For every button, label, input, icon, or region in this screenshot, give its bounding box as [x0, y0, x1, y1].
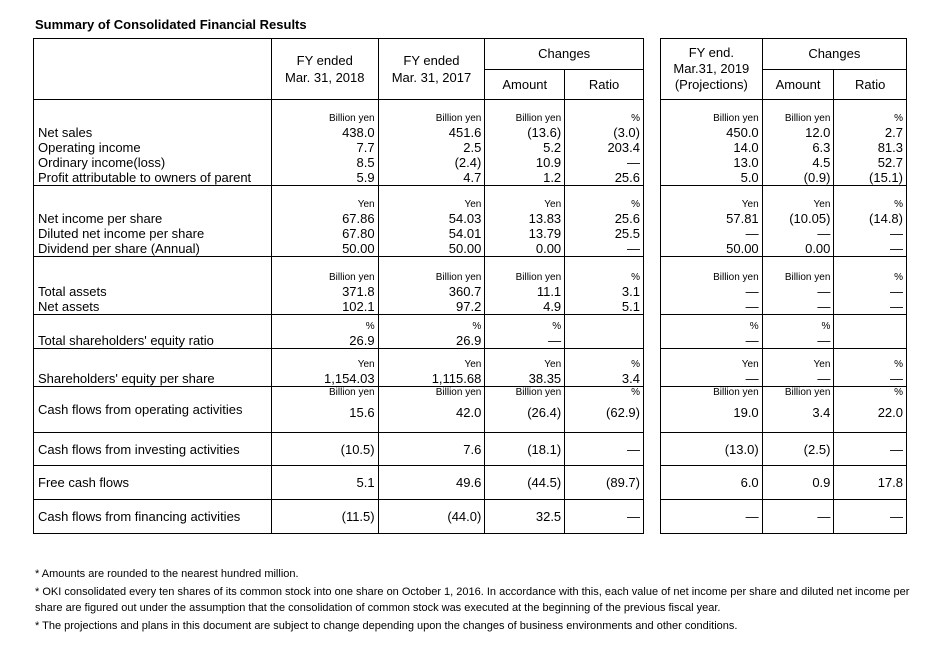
unit-label: Yen	[741, 199, 759, 210]
unit-label: %	[365, 321, 375, 332]
value: (10.5)	[340, 441, 375, 457]
row-label: Profit attributable to owners of parent	[38, 170, 252, 185]
unit-label: Yen	[464, 199, 482, 210]
value: 5.0	[740, 170, 759, 185]
row-label: Net assets	[38, 299, 100, 314]
unit-label: %	[472, 321, 482, 332]
section-row	[34, 257, 644, 315]
row-labels	[34, 100, 272, 186]
value: 26.9	[349, 333, 375, 348]
period-line: Mar.31, 2019	[673, 61, 750, 76]
value-cell	[271, 466, 378, 500]
projection-cell	[661, 500, 763, 534]
value: 67.80	[342, 226, 375, 241]
unit-label: %	[894, 113, 903, 124]
value-cell	[378, 500, 485, 534]
value: 54.01	[448, 226, 482, 241]
value: —	[890, 299, 903, 314]
value: 81.3	[877, 140, 903, 155]
unit-label: Yen	[544, 199, 562, 210]
value: 25.6	[614, 170, 640, 185]
projection-cell	[834, 387, 907, 433]
value-cell	[485, 186, 565, 257]
value-cell	[565, 257, 644, 315]
value-cell	[565, 100, 644, 186]
header-row	[661, 39, 907, 70]
row-label: Total assets	[38, 284, 107, 299]
value: 14.0	[733, 140, 759, 155]
value: 4.7	[463, 170, 482, 185]
value: —	[745, 299, 759, 314]
value-cell	[378, 315, 485, 349]
value: —	[627, 241, 640, 256]
page-title: Summary of Consolidated Financial Results	[35, 17, 307, 32]
value: —	[627, 509, 640, 524]
value: 13.83	[528, 211, 562, 226]
section-row	[661, 100, 907, 186]
amount-header: Amount	[485, 69, 565, 100]
value: 5.9	[356, 170, 375, 185]
unit-label: Billion yen	[784, 387, 831, 398]
section-row	[34, 349, 644, 387]
value: 1,115.68	[431, 371, 482, 386]
value-cell	[271, 387, 378, 433]
cash-row	[34, 500, 644, 534]
value-cell	[271, 257, 378, 315]
header-row	[34, 39, 644, 70]
value-cell	[271, 315, 378, 349]
row-labels	[34, 315, 272, 349]
period-line: FY end.	[688, 45, 734, 60]
unit-label: Billion yen	[713, 113, 759, 124]
unit-label: Yen	[357, 359, 375, 370]
value: 102.1	[342, 299, 375, 314]
projection-cell	[762, 433, 834, 466]
value: —	[890, 509, 903, 524]
projection-cell	[834, 433, 907, 466]
value: 50.00	[342, 241, 375, 256]
changes-header: Changes	[485, 39, 644, 70]
value: 2.5	[463, 140, 482, 155]
value: 49.6	[456, 475, 482, 490]
projection-cell	[661, 257, 763, 315]
ratio-header: Ratio	[565, 69, 644, 100]
value-cell	[271, 100, 378, 186]
value: 2.7	[884, 125, 903, 140]
value: —	[817, 371, 831, 386]
projection-cell	[661, 186, 763, 257]
value: 26.9	[456, 333, 482, 348]
projection-cell	[834, 315, 907, 349]
section-row	[661, 257, 907, 315]
value-cell	[378, 100, 485, 186]
section-row	[661, 186, 907, 257]
value: 19.0	[733, 405, 759, 420]
value-cell	[378, 433, 485, 466]
projection-cell	[661, 315, 763, 349]
cash-row	[34, 387, 644, 433]
value: 203.4	[607, 140, 640, 155]
value: 8.5	[356, 155, 375, 170]
value: 4.5	[812, 155, 831, 170]
value: 5.1	[356, 475, 375, 490]
value: —	[890, 441, 903, 457]
header-blank	[34, 39, 272, 100]
value: (62.9)	[606, 405, 640, 420]
unit-label: Billion yen	[329, 272, 375, 283]
value: (13.6)	[527, 125, 562, 140]
row-labels	[34, 186, 272, 257]
projection-cell	[762, 466, 834, 500]
value: 13.0	[733, 155, 759, 170]
row-label: Total shareholders' equity ratio	[38, 333, 214, 348]
value: —	[548, 333, 562, 348]
projection-cell	[661, 349, 763, 387]
row-label: Diluted net income per share	[38, 226, 205, 241]
period-line: Mar. 31, 2018	[285, 70, 365, 85]
unit-label: %	[894, 359, 903, 370]
value: 54.03	[448, 211, 482, 226]
value: —	[817, 333, 831, 348]
value: —	[745, 226, 759, 241]
value: 4.9	[543, 299, 562, 314]
value: 0.9	[812, 475, 831, 490]
unit-label: Billion yen	[435, 113, 482, 124]
value-cell	[485, 349, 565, 387]
unit-label: %	[631, 387, 640, 398]
value: 0.00	[805, 241, 831, 256]
unit-label: Billion yen	[435, 387, 482, 398]
unit-label: %	[894, 272, 903, 283]
value: —	[627, 441, 640, 457]
unit-label: Yen	[813, 359, 831, 370]
value: 15.6	[349, 405, 375, 420]
value: —	[817, 509, 831, 524]
unit-label: Yen	[357, 199, 375, 210]
value: —	[890, 284, 903, 299]
value: 25.5	[614, 226, 640, 241]
value: 32.5	[535, 509, 562, 524]
projection-cell	[834, 257, 907, 315]
section-row	[661, 349, 907, 387]
unit-label: Yen	[813, 199, 831, 210]
cash-row	[661, 433, 907, 466]
unit-label: %	[631, 272, 640, 283]
row-label: Ordinary income(loss)	[38, 155, 166, 170]
row-label: Cash flows from operating activities	[34, 387, 272, 433]
value-cell	[565, 500, 644, 534]
value: 6.3	[812, 140, 831, 155]
value: —	[745, 333, 759, 348]
value: 5.1	[621, 299, 640, 314]
value: 451.6	[448, 125, 482, 140]
period-header	[378, 39, 485, 100]
value-cell	[485, 387, 565, 433]
projection-cell	[762, 186, 834, 257]
value: (89.7)	[606, 475, 640, 490]
value-cell	[271, 349, 378, 387]
period-line: (Projections)	[674, 77, 748, 92]
value: —	[745, 284, 759, 299]
value: 52.7	[877, 155, 903, 170]
cash-row	[34, 433, 644, 466]
value: (44.0)	[447, 509, 482, 524]
value: 3.1	[621, 284, 640, 299]
row-label: Net sales	[38, 125, 93, 140]
value: 97.2	[456, 299, 482, 314]
unit-label: Billion yen	[713, 387, 759, 398]
value: 3.4	[812, 405, 831, 420]
value-cell	[565, 186, 644, 257]
projection-cell	[661, 100, 763, 186]
value-cell	[565, 349, 644, 387]
value: 13.79	[528, 226, 562, 241]
row-labels	[34, 349, 272, 387]
value: 50.00	[726, 241, 759, 256]
unit-label: Billion yen	[515, 113, 562, 124]
value: 371.8	[342, 284, 375, 299]
projection-cell	[834, 500, 907, 534]
value: 17.8	[877, 475, 903, 490]
value: 12.0	[805, 125, 831, 140]
projection-cell	[762, 387, 834, 433]
footnote: * The projections and plans in this document are subject to change depending upon the changes of business environments and other conditions.	[35, 620, 738, 632]
cash-row	[661, 466, 907, 500]
value: 3.4	[621, 371, 640, 386]
projection-cell	[762, 100, 834, 186]
cash-row	[34, 466, 644, 500]
value: 10.9	[535, 155, 562, 170]
changes-header: Changes	[762, 39, 906, 70]
cash-row	[661, 500, 907, 534]
value: (15.1)	[869, 170, 903, 185]
unit-label: Billion yen	[435, 272, 482, 283]
projection-cell	[762, 315, 834, 349]
value: (2.4)	[454, 155, 482, 170]
unit-label: %	[821, 321, 831, 332]
value-cell	[485, 466, 565, 500]
value: 0.00	[535, 241, 562, 256]
unit-label: Billion yen	[329, 113, 375, 124]
row-label: Shareholders' equity per share	[38, 371, 215, 386]
value: (11.5)	[341, 509, 375, 524]
value: (44.5)	[527, 475, 562, 490]
unit-label: Yen	[741, 359, 759, 370]
row-label: Dividend per share (Annual)	[38, 241, 200, 256]
value-cell	[271, 500, 378, 534]
projection-cell	[762, 349, 834, 387]
value: 450.0	[726, 125, 759, 140]
section-row	[34, 315, 644, 349]
period-header	[271, 39, 378, 100]
value: —	[890, 241, 903, 256]
value: 22.0	[877, 405, 903, 420]
value: 6.0	[740, 475, 759, 490]
unit-label: Yen	[544, 359, 562, 370]
projection-cell	[661, 466, 763, 500]
value-cell	[271, 433, 378, 466]
value: —	[627, 155, 640, 170]
unit-label: Billion yen	[329, 387, 375, 398]
projection-header	[661, 39, 763, 100]
value: —	[817, 284, 831, 299]
section-row	[34, 100, 644, 186]
value: 1.2	[543, 170, 562, 185]
row-label: Cash flows from financing activities	[34, 500, 272, 534]
value: —	[817, 226, 831, 241]
row-label: Net income per share	[38, 211, 163, 226]
value: 438.0	[342, 125, 375, 140]
unit-label: Yen	[464, 359, 482, 370]
section-row	[34, 186, 644, 257]
row-label: Operating income	[38, 140, 141, 155]
value-cell	[565, 387, 644, 433]
projection-cell	[661, 387, 763, 433]
ratio-header: Ratio	[834, 69, 907, 100]
unit-label: Billion yen	[713, 272, 759, 283]
value-cell	[378, 257, 485, 315]
projection-cell	[834, 100, 907, 186]
value: 42.0	[456, 405, 482, 420]
unit-label: %	[631, 199, 640, 210]
projection-cell	[762, 257, 834, 315]
value-cell	[378, 349, 485, 387]
row-label: Free cash flows	[34, 466, 272, 500]
value: (26.4)	[527, 405, 562, 420]
value: 360.7	[448, 284, 482, 299]
row-labels	[34, 257, 272, 315]
unit-label: %	[631, 359, 640, 370]
footnotes	[35, 566, 910, 636]
footnote: * Amounts are rounded to the nearest hundred million.	[35, 568, 299, 580]
period-line: FY ended	[296, 53, 353, 68]
value-cell	[565, 466, 644, 500]
value: 5.2	[543, 140, 562, 155]
unit-label: %	[552, 321, 562, 332]
results-table	[33, 38, 644, 534]
value: 38.35	[528, 371, 562, 386]
row-label: Cash flows from investing activities	[34, 433, 272, 466]
value: 7.7	[356, 140, 375, 155]
value: 7.6	[463, 441, 482, 457]
value-cell	[485, 500, 565, 534]
unit-label: %	[631, 113, 640, 124]
value: (14.8)	[869, 211, 903, 226]
value: 57.81	[726, 211, 759, 226]
value-cell	[378, 186, 485, 257]
value: 11.1	[536, 284, 562, 299]
projection-cell	[762, 500, 834, 534]
projections-table	[660, 38, 907, 534]
unit-label: Billion yen	[515, 387, 562, 398]
value: 50.00	[448, 241, 482, 256]
section-row	[661, 315, 907, 349]
amount-header: Amount	[762, 69, 834, 100]
projection-cell	[834, 186, 907, 257]
unit-label: Billion yen	[784, 272, 831, 283]
value: (2.5)	[803, 441, 831, 457]
value: —	[745, 509, 759, 524]
unit-label: %	[894, 199, 903, 210]
value-cell	[485, 433, 565, 466]
footnote: * OKI consolidated every ten shares of its common stock into one share on October 1, 2016. In accordance with this, each value of net income per share and diluted net income per share are figured out under the assumption that the consolidation of common stock was executed at the beginning of the previous fiscal year.	[35, 586, 910, 614]
unit-label: %	[894, 387, 903, 398]
value: —	[890, 371, 903, 386]
unit-label: Billion yen	[515, 272, 562, 283]
value-cell	[485, 315, 565, 349]
value: (0.9)	[803, 170, 831, 185]
value: —	[890, 226, 903, 241]
value-cell	[485, 100, 565, 186]
value: 25.6	[614, 211, 640, 226]
value-cell	[485, 257, 565, 315]
value: 1,154.03	[324, 371, 375, 386]
value: 67.86	[342, 211, 375, 226]
projection-cell	[834, 466, 907, 500]
value-cell	[378, 466, 485, 500]
value: (13.0)	[724, 441, 759, 457]
value-cell	[378, 387, 485, 433]
value-cell	[565, 315, 644, 349]
value-cell	[271, 186, 378, 257]
cash-row	[661, 387, 907, 433]
period-line: FY ended	[403, 53, 460, 68]
value: (10.05)	[789, 211, 831, 226]
unit-label: %	[749, 321, 759, 332]
projection-cell	[661, 433, 763, 466]
value: —	[745, 371, 759, 386]
value-cell	[565, 433, 644, 466]
value: —	[817, 299, 831, 314]
unit-label: Billion yen	[784, 113, 831, 124]
projection-cell	[834, 349, 907, 387]
period-line: Mar. 31, 2017	[391, 70, 472, 85]
value: (18.1)	[527, 441, 562, 457]
value: (3.0)	[613, 125, 640, 140]
